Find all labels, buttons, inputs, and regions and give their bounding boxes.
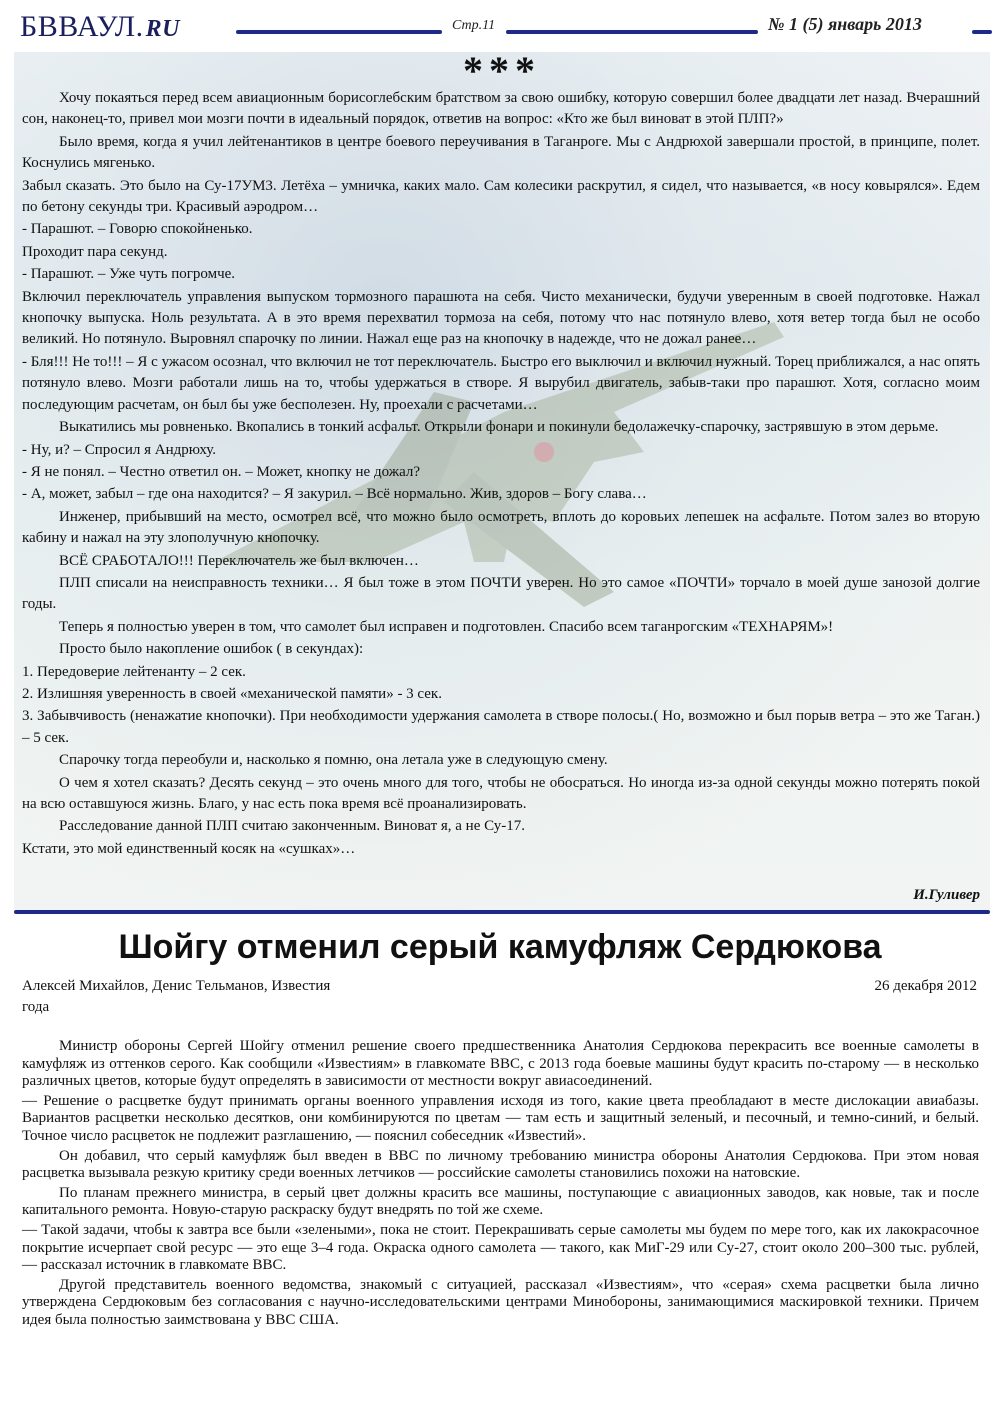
- article-body: [22, 1038, 979, 1332]
- byline: [22, 976, 977, 1018]
- memoir-paragraph: - Я не понял. – Честно ответил он. – Может, кнопку не дожал?: [22, 463, 420, 480]
- memoir-paragraph: Забыл сказать. Это было на Су-17УМ3. Летёха – умничка, каких мало. Сам колесики раскрутил, я сидел, что называется, «в носу ковырялся». Едем по бетону секунды три. Красивый аэродром…: [22, 177, 980, 216]
- memoir-paragraph: Было время, когда я учил лейтенантиков в центре боевого переучивания в Таганроге. Мы с Андрюхой завершали простой, в принципе, полет. Коснулись мягенько.: [22, 133, 980, 172]
- memoir-paragraph: Расследование данной ПЛП считаю законченным. Виноват я, а не Су-17.: [59, 818, 525, 835]
- issue-label: № 1 (5) январь 2013: [768, 14, 922, 34]
- memoir-paragraph: Спарочку тогда переобули и, насколько я помню, она летала уже в следующую смену.: [59, 752, 608, 769]
- article-paragraph: — Решение о расцветке будут принимать органы военного управления исходя из того, какие цвета преобладают в месте дислокации авиабазы. Вариантов расцветки несколько десятков, они комбинируются по цветам — там есть и защитный зеленый, и песочный, и темно-синий, и белый. Точное число расцветок не подлежит разглашению, — пояснил собеседник «Известий».: [22, 1092, 979, 1144]
- memoir-paragraph: Инженер, прибывший на место, осмотрел всё, что можно было осмотреть, вплоть до коровьих лепешек на асфальте. Потом залез во вторую кабину и нажал на эту злополучную кнопочку.: [22, 508, 980, 547]
- memoir-paragraph: - Парашют. – Говорю спокойненько.: [22, 221, 253, 238]
- masthead: [0, 0, 1000, 52]
- memoir-paragraph: Теперь я полностью уверен в том, что самолет был исправен и подготовлен. Спасибо всем таганрогским «ТЕХНАРЯМ»!: [59, 618, 834, 635]
- article-paragraph: — Такой задачи, чтобы к завтра все были «зелеными», пока не стоит. Перекрашивать серые самолеты мы будем по мере того, как их лакокрасочное покрытие исчерпает свой ресурс — это еще 3–4 года. Окраска одного самолета — такого, как МиГ-29 или Су-27, стоит около 200–300 тыс. рублей, — рассказал источник в главкомате ВВС.: [22, 1221, 979, 1274]
- site-logo[interactable]: [20, 10, 180, 44]
- memoir-paragraph: Выкатились мы ровненько. Вкопались в тонкий асфальт. Открыли фонари и покинули бедолажечку-спарочку, застрявшую в этом дерьме.: [59, 419, 939, 436]
- masthead-rule: [506, 30, 758, 34]
- author-signature: И.Гуливер: [913, 887, 980, 903]
- memoir-paragraph: Кстати, это мой единственный косяк на «сушках»…: [22, 840, 356, 857]
- memoir-paragraph: ПЛП списали на неисправность техники… Я был тоже в этом ПОЧТИ уверен. Но это самое «ПОЧТИ» торчало в моей душе занозой долгие годы.: [22, 574, 980, 613]
- article-headline: Шойгу отменил серый камуфляж Сердюкова: [118, 928, 882, 966]
- logo-text: БВВАУЛ.: [20, 10, 144, 43]
- byline-date-cont: года: [22, 999, 50, 1015]
- article-paragraph: Министр обороны Сергей Шойгу отменил решение своего предшественника Анатолия Сердюкова перекрасить все военные самолеты в камуфляж из оттенков серого. Как сообщили «Известиям» в главкомате ВВС, с 2013 года боевые машины будут красить по-старому — в несколько различных цветов, которые будут определять в зависимости от местности вокруг авиасоединений.: [22, 1038, 979, 1090]
- memoir-paragraph: 1. Передоверие лейтенанту – 2 сек.: [22, 663, 246, 680]
- memoir-paragraph: Просто было накопление ошибок ( в секундах):: [59, 641, 364, 658]
- memoir-paragraph: - А, может, забыл – где она находится? – Я закурил. – Всё нормально. Жив, здоров – Богу слава…: [22, 486, 647, 503]
- memoir-body: [14, 88, 990, 860]
- masthead-rule: [236, 30, 442, 34]
- memoir-paragraph: 2. Излишняя уверенность в своей «механической памяти» - 3 сек.: [22, 685, 442, 702]
- story-memoir: [14, 52, 990, 910]
- byline-authors: Алексей Михайлов, Денис Тельманов, Известия: [22, 978, 331, 994]
- memoir-paragraph: О чем я хотел сказать? Десять секунд – это очень много для того, чтобы не обосраться. Но иногда из-за одной секунды можно потерять покой на всю оставшуюся жизнь. Благо, у нас есть пока время всё проанализировать.: [22, 774, 980, 812]
- article-paragraph: Другой представитель военного ведомства, знакомый с ситуацией, рассказал «Известиям», что «серая» схема расцветки была лично утверждена Сердюковым без согласования с научно-исследовательскими центрами Минобороны, занимающимися маскировкой техники. Причем идея была полностью заимствована у ВВС США.: [22, 1276, 979, 1328]
- memoir-paragraph: Проходит пара секунд.: [22, 243, 168, 260]
- logo-ru: RU: [145, 16, 180, 42]
- memoir-paragraph: ВСЁ СРАБОТАЛО!!! Переключатель же был включен…: [59, 552, 419, 569]
- memoir-paragraph: 3. Забывчивость (ненажатие кнопочки). При необходимости удержания самолета в створе полосы.( Но, возможно и был порыв ветра – это же Таган.) – 5 сек.: [22, 708, 980, 746]
- memoir-paragraph: - Парашют. – Уже чуть погромче.: [22, 266, 236, 283]
- memoir-paragraph: - Ну, и? – Спросил я Андрюху.: [22, 441, 217, 458]
- section-divider: [14, 910, 990, 914]
- article-paragraph: Он добавил, что серый камуфляж был введен в ВВС по личному требованию министра обороны Анатолия Сердюкова. При этом новая расцветка вызывала резкую критику среди военных летчиков — российские самолеты становились похожи на натовские.: [22, 1147, 979, 1182]
- byline-date: 26 декабря 2012: [874, 978, 977, 994]
- article-paragraph: По планам прежнего министра, в серый цвет должны красить все машины, поступающие с авиационных заводов, как новые, так и после капитального ремонта. Новую-старую раскраску будут внедрять по той же схеме.: [22, 1184, 979, 1219]
- memoir-paragraph: Включил переключатель управления выпуском тормозного парашюта на себя. Чисто механически, будучи уверенным в своей подготовке. Нажал кнопочку выпуска. Ноль результата. А в это время перехватил тормоза на себя, потому что нас потянуло влево, хотя ветер тогда был не особо великий. Но потянуло. Выровнял спарочку по линии. Нажал еще раз на кнопочку в надежде, что не дожал ранее…: [22, 288, 980, 348]
- section-stars: ***: [463, 52, 541, 93]
- page-number: Стр.11: [452, 18, 496, 33]
- memoir-paragraph: - Бля!!! Не то!!! – Я с ужасом осознал, что включил не тот переключатель. Быстро его выключил и включил нужный. Торец приближался, а нас опять потянуло влево. Мозги работали лишь на то, чтобы удержаться в створе. Я вырубил двигатель, забыв-таки про парашют. Хотя, согласно моим последующим расчетам, он был бы уже бесполезен. Ну, проехали с расчетами…: [22, 353, 980, 413]
- memoir-paragraph: Хочу покаяться перед всем авиационным борисоглебским братством за свою ошибку, которую совершил более двадцати лет назад. Вчерашний сон, наконец-то, привел мои мозги почти в идеальный порядок, ответив на вопрос: «Кто же был виноват в этой ПЛП?»: [22, 90, 980, 128]
- masthead-rule: [972, 30, 992, 34]
